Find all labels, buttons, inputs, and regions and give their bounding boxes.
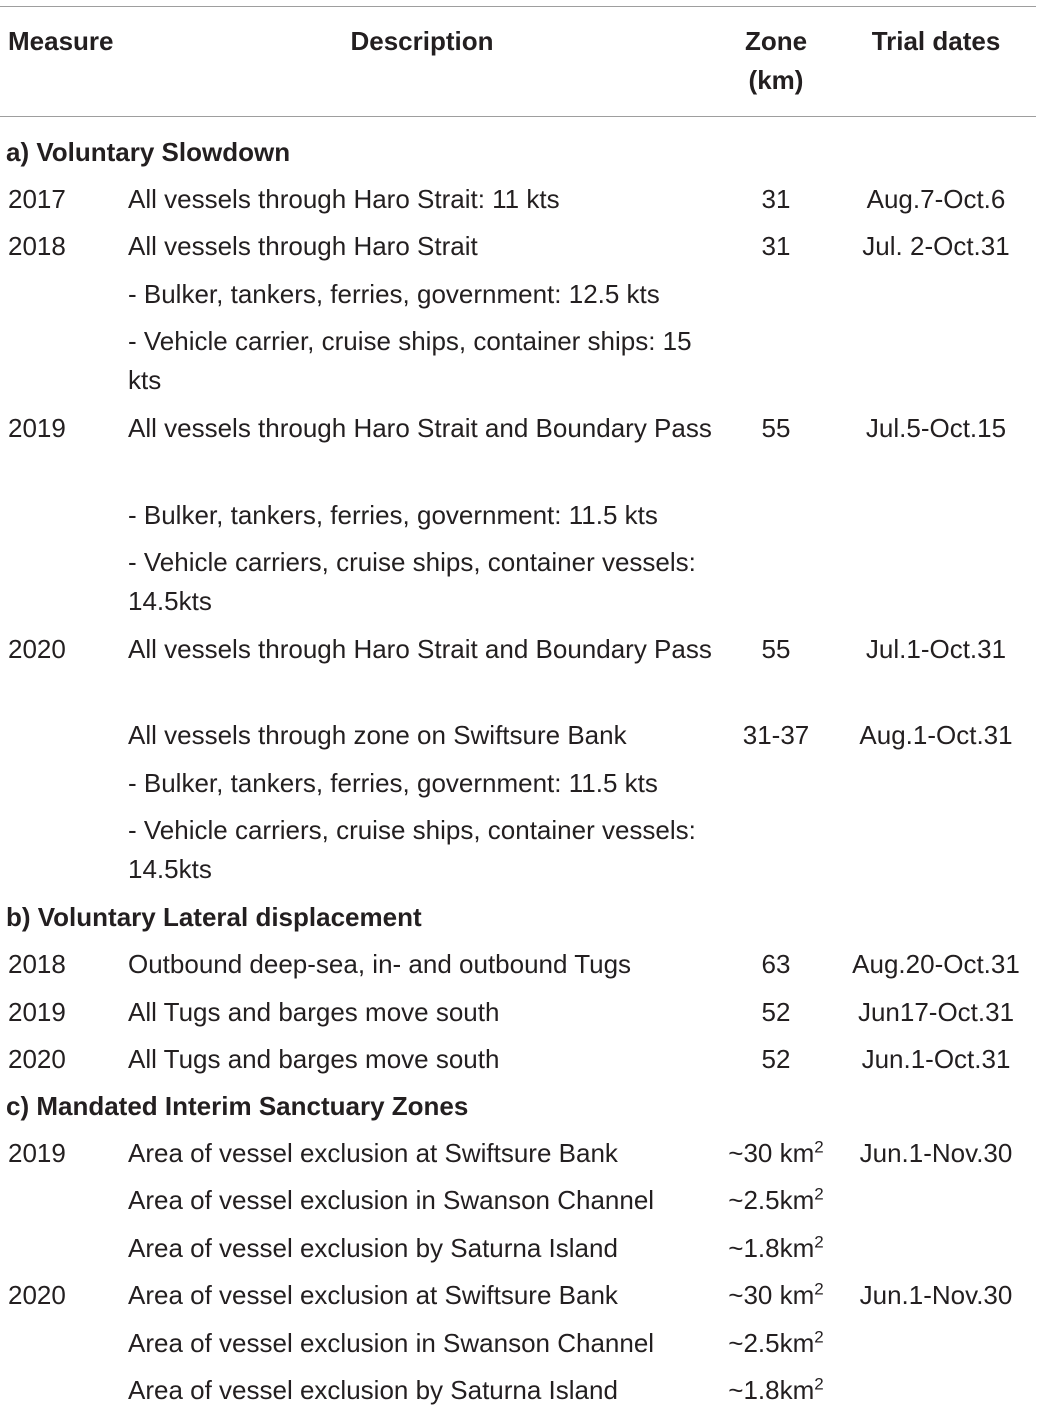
row-year: 2019 <box>8 413 66 443</box>
row-dates: Jul.5-Oct.15 <box>865 413 1007 443</box>
top-rule <box>0 6 1036 7</box>
row-dates: Jun.1-Oct.31 <box>861 1044 1011 1074</box>
row-description: All vessels through Haro Strait <box>128 231 478 261</box>
row-year: 2020 <box>8 1044 66 1074</box>
row-description: Area of vessel exclusion by Saturna Island <box>128 1233 618 1263</box>
row-description: Area of vessel exclusion in Swanson Channel <box>128 1328 655 1358</box>
row-description: Outbound deep-sea, in- and outbound Tugs <box>128 949 632 979</box>
row-zone <box>718 1276 834 1315</box>
header-zone <box>718 22 834 100</box>
header-zone-line2: (km) <box>748 65 804 95</box>
zone-superscript: 2 <box>814 1232 824 1252</box>
row-description: Area of vessel exclusion in Swanson Channel <box>128 1185 655 1215</box>
row-year: 2019 <box>8 1138 66 1168</box>
row-zone <box>718 1324 834 1363</box>
section-title: b) Voluntary Lateral displacement <box>6 902 422 932</box>
row-description: All vessels through Haro Strait and Boundary Pass <box>128 413 712 443</box>
header-description: Description <box>350 26 494 56</box>
row-description: - Vehicle carriers, cruise ships, container vessels: 14.5kts <box>128 547 696 616</box>
row-zone: 52 <box>761 997 791 1027</box>
row-zone: 55 <box>761 413 791 443</box>
zone-value: ~2.5km <box>728 1185 815 1215</box>
row-dates: Jun17-Oct.31 <box>857 997 1015 1027</box>
zone-superscript: 2 <box>814 1279 824 1299</box>
zone-superscript: 2 <box>814 1184 824 1204</box>
zone-value: ~2.5km <box>728 1328 815 1358</box>
row-zone: 52 <box>761 1044 791 1074</box>
row-description: Area of vessel exclusion at Swiftsure Bank <box>128 1138 618 1168</box>
header-measure: Measure <box>8 26 114 56</box>
zone-value: ~30 km <box>728 1138 815 1168</box>
row-description: All vessels through Haro Strait: 11 kts <box>128 184 560 214</box>
row-description: All Tugs and barges move south <box>128 997 500 1027</box>
row-dates: Jul.1-Oct.31 <box>865 634 1007 664</box>
row-description: All vessels through Haro Strait and Boundary Pass <box>128 634 712 664</box>
zone-value: ~1.8km <box>728 1375 815 1405</box>
zone-superscript: 2 <box>814 1374 824 1394</box>
row-dates: Aug.20-Oct.31 <box>852 949 1020 979</box>
zone-superscript: 2 <box>814 1137 824 1157</box>
section-title: c) Mandated Interim Sanctuary Zones <box>6 1091 469 1121</box>
row-zone: 31-37 <box>742 720 810 750</box>
row-description: All Tugs and barges move south <box>128 1044 500 1074</box>
row-year: 2019 <box>8 997 66 1027</box>
row-zone: 55 <box>761 634 791 664</box>
row-zone: 31 <box>761 231 791 261</box>
row-dates: Jul. 2-Oct.31 <box>862 231 1010 261</box>
row-dates: Aug.7-Oct.6 <box>866 184 1006 214</box>
header-zone-line1: Zone <box>744 26 808 56</box>
row-description: - Bulker, tankers, ferries, government: 12.5 kts <box>128 279 660 309</box>
zone-value: ~1.8km <box>728 1233 815 1263</box>
row-description: - Bulker, tankers, ferries, government: 11.5 kts <box>128 500 658 530</box>
row-zone <box>718 1134 834 1173</box>
row-zone: 31 <box>761 184 791 214</box>
header-trial-dates: Trial dates <box>871 26 1001 56</box>
row-description: Area of vessel exclusion by Saturna Island <box>128 1375 618 1405</box>
row-description: - Vehicle carriers, cruise ships, container vessels: 14.5kts <box>128 815 696 884</box>
row-year: 2018 <box>8 231 66 261</box>
row-zone: 63 <box>761 949 791 979</box>
row-description: - Vehicle carrier, cruise ships, container ships: 15 kts <box>128 326 692 395</box>
row-year: 2017 <box>8 184 66 214</box>
section-title: a) Voluntary Slowdown <box>6 137 291 167</box>
row-dates: Aug.1-Oct.31 <box>859 720 1013 750</box>
zone-value: ~30 km <box>728 1280 815 1310</box>
row-year: 2020 <box>8 1280 66 1310</box>
row-description: Area of vessel exclusion at Swiftsure Bank <box>128 1280 618 1310</box>
zone-superscript: 2 <box>814 1327 824 1347</box>
row-year: 2020 <box>8 634 66 664</box>
row-description: - Bulker, tankers, ferries, government: 11.5 kts <box>128 768 658 798</box>
row-description: All vessels through zone on Swiftsure Bank <box>128 720 627 750</box>
row-dates: Jun.1-Nov.30 <box>859 1280 1013 1310</box>
row-zone <box>718 1371 834 1410</box>
row-zone <box>718 1181 834 1220</box>
row-year: 2018 <box>8 949 66 979</box>
row-dates: Jun.1-Nov.30 <box>859 1138 1013 1168</box>
header-rule <box>0 116 1036 117</box>
row-zone <box>718 1229 834 1268</box>
